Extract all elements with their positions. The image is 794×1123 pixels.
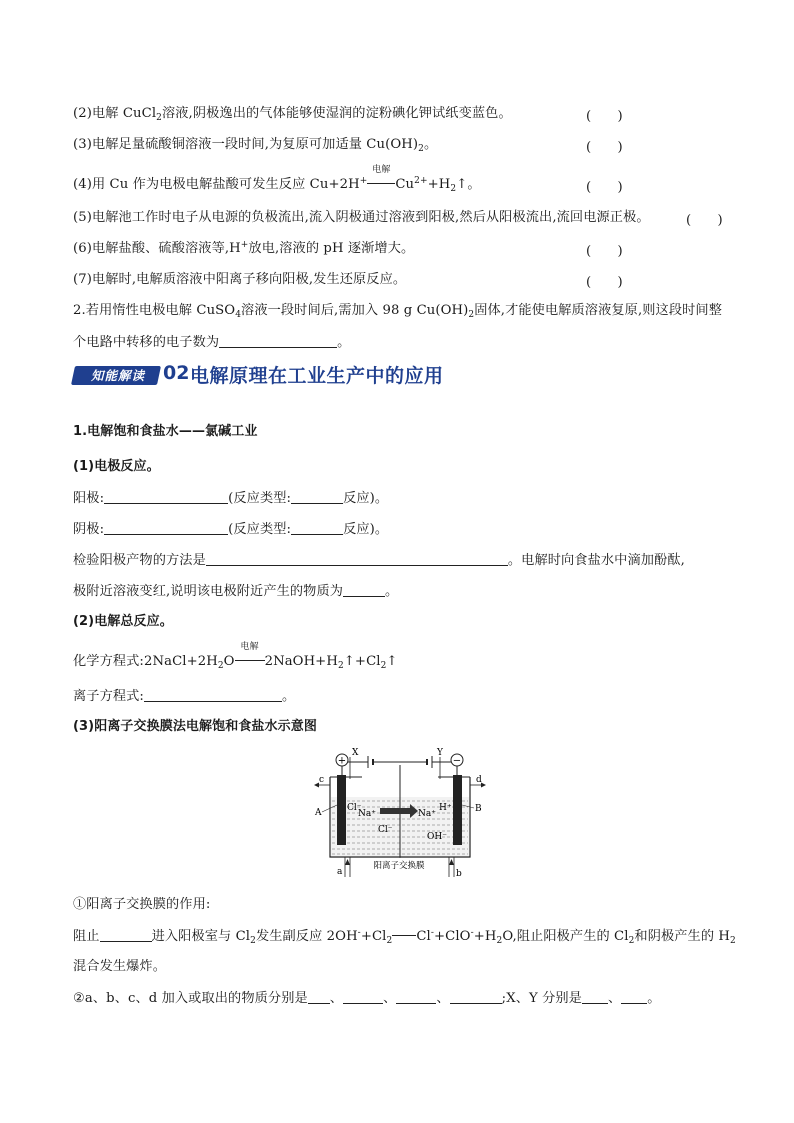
anode-reaction-blank[interactable] [104, 489, 228, 504]
product-blank[interactable] [343, 582, 385, 597]
reaction-condition-arrow: 电解 [367, 176, 395, 194]
section-number: 02 [163, 362, 190, 384]
ion-na-left: Na⁺ [358, 809, 376, 819]
ionic-equation-line: 离子方程式: 。 [73, 689, 296, 704]
blank-d[interactable] [450, 989, 502, 1004]
ion-cl-bottom: Cl⁻ [378, 825, 393, 835]
substances-line: ②a、b、c、d 加入或取出的物质分别是 、 、 、 ;X、Y 分别是 、 。 [73, 991, 661, 1006]
cathode-reaction-blank[interactable] [104, 520, 228, 535]
anode-electrode-a [337, 775, 346, 845]
plus-sign: + [337, 755, 347, 767]
blank-b[interactable] [343, 989, 383, 1004]
membrane-label: 阳离子交换膜 [373, 861, 425, 871]
blank-c[interactable] [396, 989, 436, 1004]
answer-paren-7[interactable]: ( ) [586, 275, 623, 290]
membrane-function-line2: 混合发生爆炸。 [73, 959, 167, 974]
label-a: a [337, 867, 343, 877]
label-d: d [476, 775, 482, 785]
answer-paren-6[interactable]: ( ) [586, 244, 623, 259]
section-title: 电解原理在工业生产中的应用 [190, 365, 444, 387]
question-5: (5)电解池工作时电子从电源的负极流出,流入阴极通过溶液到阳极,然后从阳极流出,流回电源正极。 [73, 210, 650, 225]
cathode-type-blank[interactable] [291, 520, 343, 535]
anode-type-blank[interactable] [291, 489, 343, 504]
check-anode-line: 检验阳极产物的方法是 。电解时向食盐水中滴加酚酞, [73, 553, 685, 568]
blank-x[interactable] [582, 989, 608, 1004]
electrolysis-condition-arrow: 电解 [235, 653, 265, 671]
answer-paren-3[interactable]: ( ) [586, 140, 623, 155]
label-c: c [319, 775, 325, 785]
subheading-total-reaction: (2)电解总反应。 [73, 614, 173, 629]
ionic-equation-blank[interactable] [144, 687, 282, 702]
question-6: (6)电解盐酸、硫酸溶液等,H+放电,溶液的 pH 逐渐增大。 [73, 240, 415, 256]
question-2: (2)电解 CuCl$_2$溶液,阴极逸出的气体能够使湿润的淀粉碘化钾试纸变蓝色。 [73, 106, 512, 123]
check-method-blank[interactable] [206, 551, 508, 566]
subheading-electrode-reactions: (1)电极反应。 [73, 459, 160, 474]
section-badge-label: 知能解读 [90, 368, 145, 383]
label-b-electrode: B [475, 804, 482, 814]
question-7: (7)电解时,电解质溶液中阳离子移向阳极,发生还原反应。 [73, 272, 407, 287]
subheading-diagram: (3)阳离子交换膜法电解饱和食盐水示意图 [73, 719, 317, 734]
label-x: X [352, 748, 359, 758]
answer-paren-5[interactable]: ( ) [686, 213, 723, 228]
minus-sign: − [452, 755, 462, 767]
phenolphthalein-line: 极附近溶液变红,说明该电极附近产生的物质为 。 [73, 584, 399, 599]
blank-a[interactable] [308, 989, 330, 1004]
question-2-main-line2: 个电路中转移的电子数为 。 [73, 335, 351, 350]
electrolysis-cell-diagram [312, 745, 488, 885]
anode-line: 阳极: (反应类型: 反应)。 [73, 491, 389, 506]
question-3: (3)电解足量硫酸铜溶液一段时间,为复原可加适量 $Cu(OH)_2$。 [73, 137, 438, 154]
part1-heading: 1.电解饱和食盐水——氯碱工业 [73, 424, 258, 439]
label-a-electrode: A [315, 808, 322, 818]
blocked-ion-blank[interactable] [100, 927, 152, 942]
ion-h-right: H⁺ [439, 803, 452, 813]
membrane-function-heading: ①阳离子交换膜的作用: [73, 897, 211, 912]
cathode-electrode-b [453, 775, 462, 845]
answer-paren-2[interactable]: ( ) [586, 109, 623, 124]
ion-oh: OH⁻ [427, 832, 447, 842]
label-b: b [456, 869, 462, 879]
side-reaction-equals [392, 928, 416, 946]
section-header [73, 360, 733, 390]
question-4: (4)用 Cu 作为电极电解盐酸可发生反应 Cu+2H+ 电解 $Cu^{2+}+H_2↑$。 [73, 165, 481, 194]
ion-cl-left: Cl⁻ [347, 803, 362, 813]
cathode-line: 阴极: (反应类型: 反应)。 [73, 522, 389, 537]
chemical-equation: 化学方程式$:2NaCl+2H_2O$ 电解 $2NaOH+H_2↑+Cl_2↑$ [73, 642, 398, 671]
blank-y[interactable] [621, 989, 647, 1004]
electron-count-blank[interactable] [219, 333, 337, 348]
membrane-function-line1: 阻止 进入阳极室与 $Cl_2$发生副反应 $2OH^-+Cl_2$ $Cl^-+ClO^-+H_2O$,阻止阳极产生的 $Cl_2$和阴极产生的 $H_2$ [73, 928, 736, 946]
answer-paren-4[interactable]: ( ) [586, 180, 623, 195]
question-2-main-line1: 2.若用惰性电极电解 CuSO$_4$溶液一段时间后,需加入 98 g $Cu(OH)_2$固体,才能使电解质溶液复原,则这段时间整 [73, 303, 722, 320]
label-y: Y [437, 748, 443, 758]
ion-na-right: Na⁺ [418, 809, 436, 819]
